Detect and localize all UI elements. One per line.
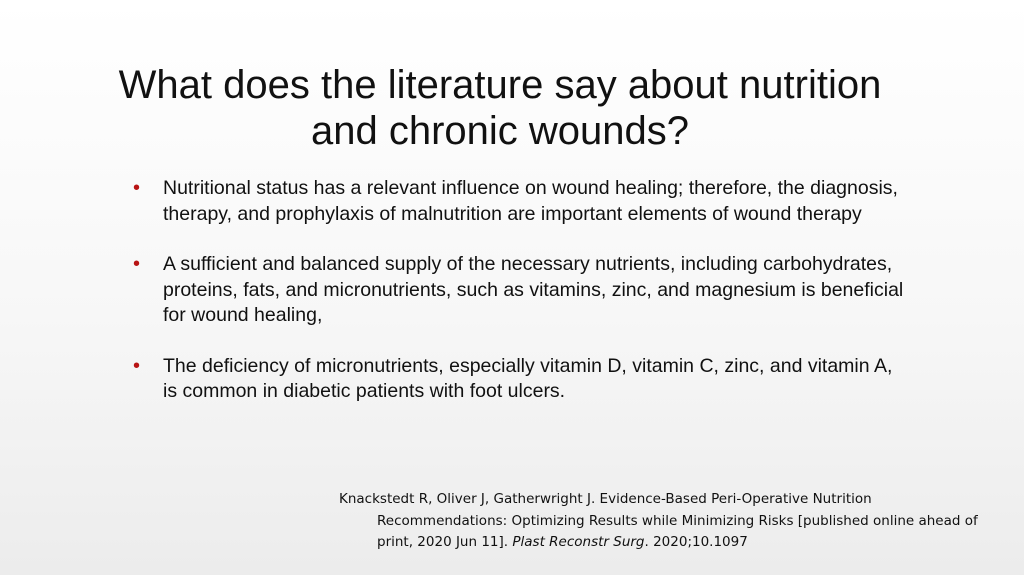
bullet-text: A sufficient and balanced supply of the necessary nutrients, including carbohydrates, proteins, fats, and micronutrients, such as vitamins, zinc, and magnesium is beneficial for wound healing, [163,253,904,326]
bullet-list [130,176,910,430]
bullet-text: The deficiency of micronutrients, especially vitamin D, vitamin C, zinc, and vitamin A, is common in diabetic patients with foot ulcers. [163,354,893,402]
citation-text: Knackstedt R, Oliver J, Gatherwright J. Evidence-Based Peri-Operative Nutrition Recommendations: Optimizing Results while Minimizing Risks [published online ahead of print, 2020 Jun 11]. [339,491,978,550]
bullet-item [130,354,910,405]
bullet-item [130,176,910,227]
bullet-marker: • [133,177,141,199]
slide-title: What does the literature say about nutrition and chronic wounds? [118,63,882,153]
citation [339,489,999,554]
bullet-marker: • [133,354,141,377]
citation-journal: Plast Reconstr Surg [512,534,645,550]
bullet-text: Nutritional status has a relevant influence on wound healing; therefore, the diagnosis, therapy, and prophylaxis of malnutrition are important elements of wound therapy [163,177,898,225]
bullet-marker: • [133,253,141,275]
citation-details: . 2020;10.1097 [644,534,748,550]
bullet-item [130,252,910,329]
